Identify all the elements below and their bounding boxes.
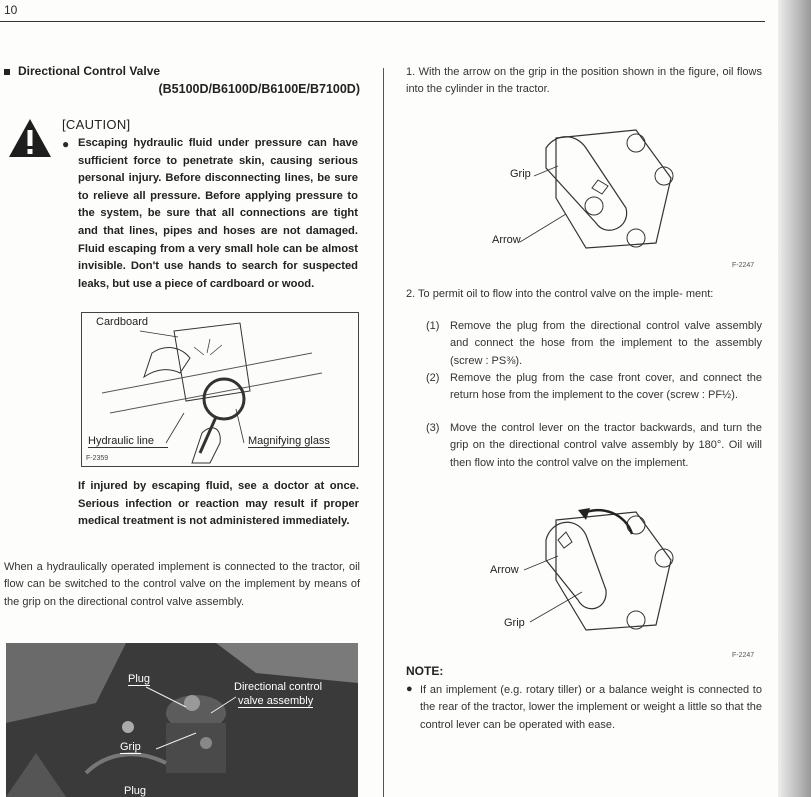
fig2-arrow-label: Arrow [490,564,519,576]
step-1: 1. With the arrow on the grip in the position shown in the figure, oil flows into the cylinder in the tractor. [406,66,762,96]
substep-3-num: (3) [426,422,440,434]
step-2: 2. To permit oil to flow into the control valve on the imple- ment: [406,288,714,300]
photo-grip-label: Grip [120,741,141,753]
note-text: If an implement (e.g. rotary tiller) or a balance weight is connected to the rear of the tractor, lower the implement or weight a little so that the control lever can be operated with ease. [420,684,762,731]
caution-heading: [CAUTION] [62,117,131,132]
column-divider [383,68,384,797]
photo-directional-label: Directional control [234,681,323,693]
fig1-arrow-label: Arrow [492,234,521,246]
injury-warning: If injured by escaping fluid, see a doctor at once. Serious infection or reaction may result if proper medical treatment is not administered immediately. [78,480,359,528]
substep-2-text: Remove the plug from the case front cover, and connect the return hose from the implement to the cover (screw : PF½). [450,372,762,402]
model-list: (B5100D/B6100D/B6100E/B7100D) [158,82,360,96]
fig2-grip-label: Grip [504,617,525,629]
warning-triangle-icon [8,118,52,158]
hydraulic-line-label: Hydraulic line [88,435,168,448]
note-bullet-icon: ● [406,683,413,695]
figure-code: F-2359 [86,455,109,462]
section-title-text: Directional Control Valve [18,64,161,78]
substep-1-num: (1) [426,320,440,332]
substep-2-num: (2) [426,372,440,384]
page-edge-shadow [778,0,811,797]
tractor-photo-shapes [6,643,358,797]
note-heading: NOTE: [406,664,444,678]
valve-figure-1 [486,118,686,258]
substep-1-text: Remove the plug from the directional control valve assembly and connect the hose from the implement to the assembly (screw : PS⅜). [450,320,762,367]
bullet-icon: ● [62,137,70,151]
valve-photo [6,643,358,797]
photo-plug-bottom-label: Plug [124,785,147,797]
photo-plug-top-label: Plug [128,673,151,685]
fig1-code: F-2247 [732,262,755,269]
caution-text: Escaping hydraulic fluid under pressure can have sufficient force to penetrate skin, causing serious personal injury. Before disconnecting lines, be sure to relieve all pressure. Before applying pressure to the system, be sure that all connections are tight and that lines, pipes and hoses are not damaged. Fluid escaping from a very small hole can be almost invisible. Don't use hands to search for suspected leaks, but use a piece of cardboard or wood. [78,137,358,290]
substep-3-text: Move the control lever on the tractor backwards, and turn the grip on the directional control valve assembly by 180°. Oil will then flow into the control valve on the implement. [450,422,762,469]
page-number: 10 [4,3,18,17]
header-rule [0,21,765,22]
fig1-grip-label: Grip [510,168,531,180]
cardboard-figure [81,312,359,467]
square-bullet-icon [4,69,10,75]
magnifying-glass-label: Magnifying glass [248,435,330,447]
cardboard-label: Cardboard [96,316,148,328]
intro-paragraph: When a hydraulically operated implement is connected to the tractor, oil flow can be switched to the control valve on the implement by means of the grip on the directional control valve assembly. [4,561,360,608]
valve-figure-2 [486,500,686,640]
fig2-code: F-2247 [732,652,755,659]
photo-valve-assembly-label: valve assembly [238,695,314,707]
section-title [4,64,160,78]
